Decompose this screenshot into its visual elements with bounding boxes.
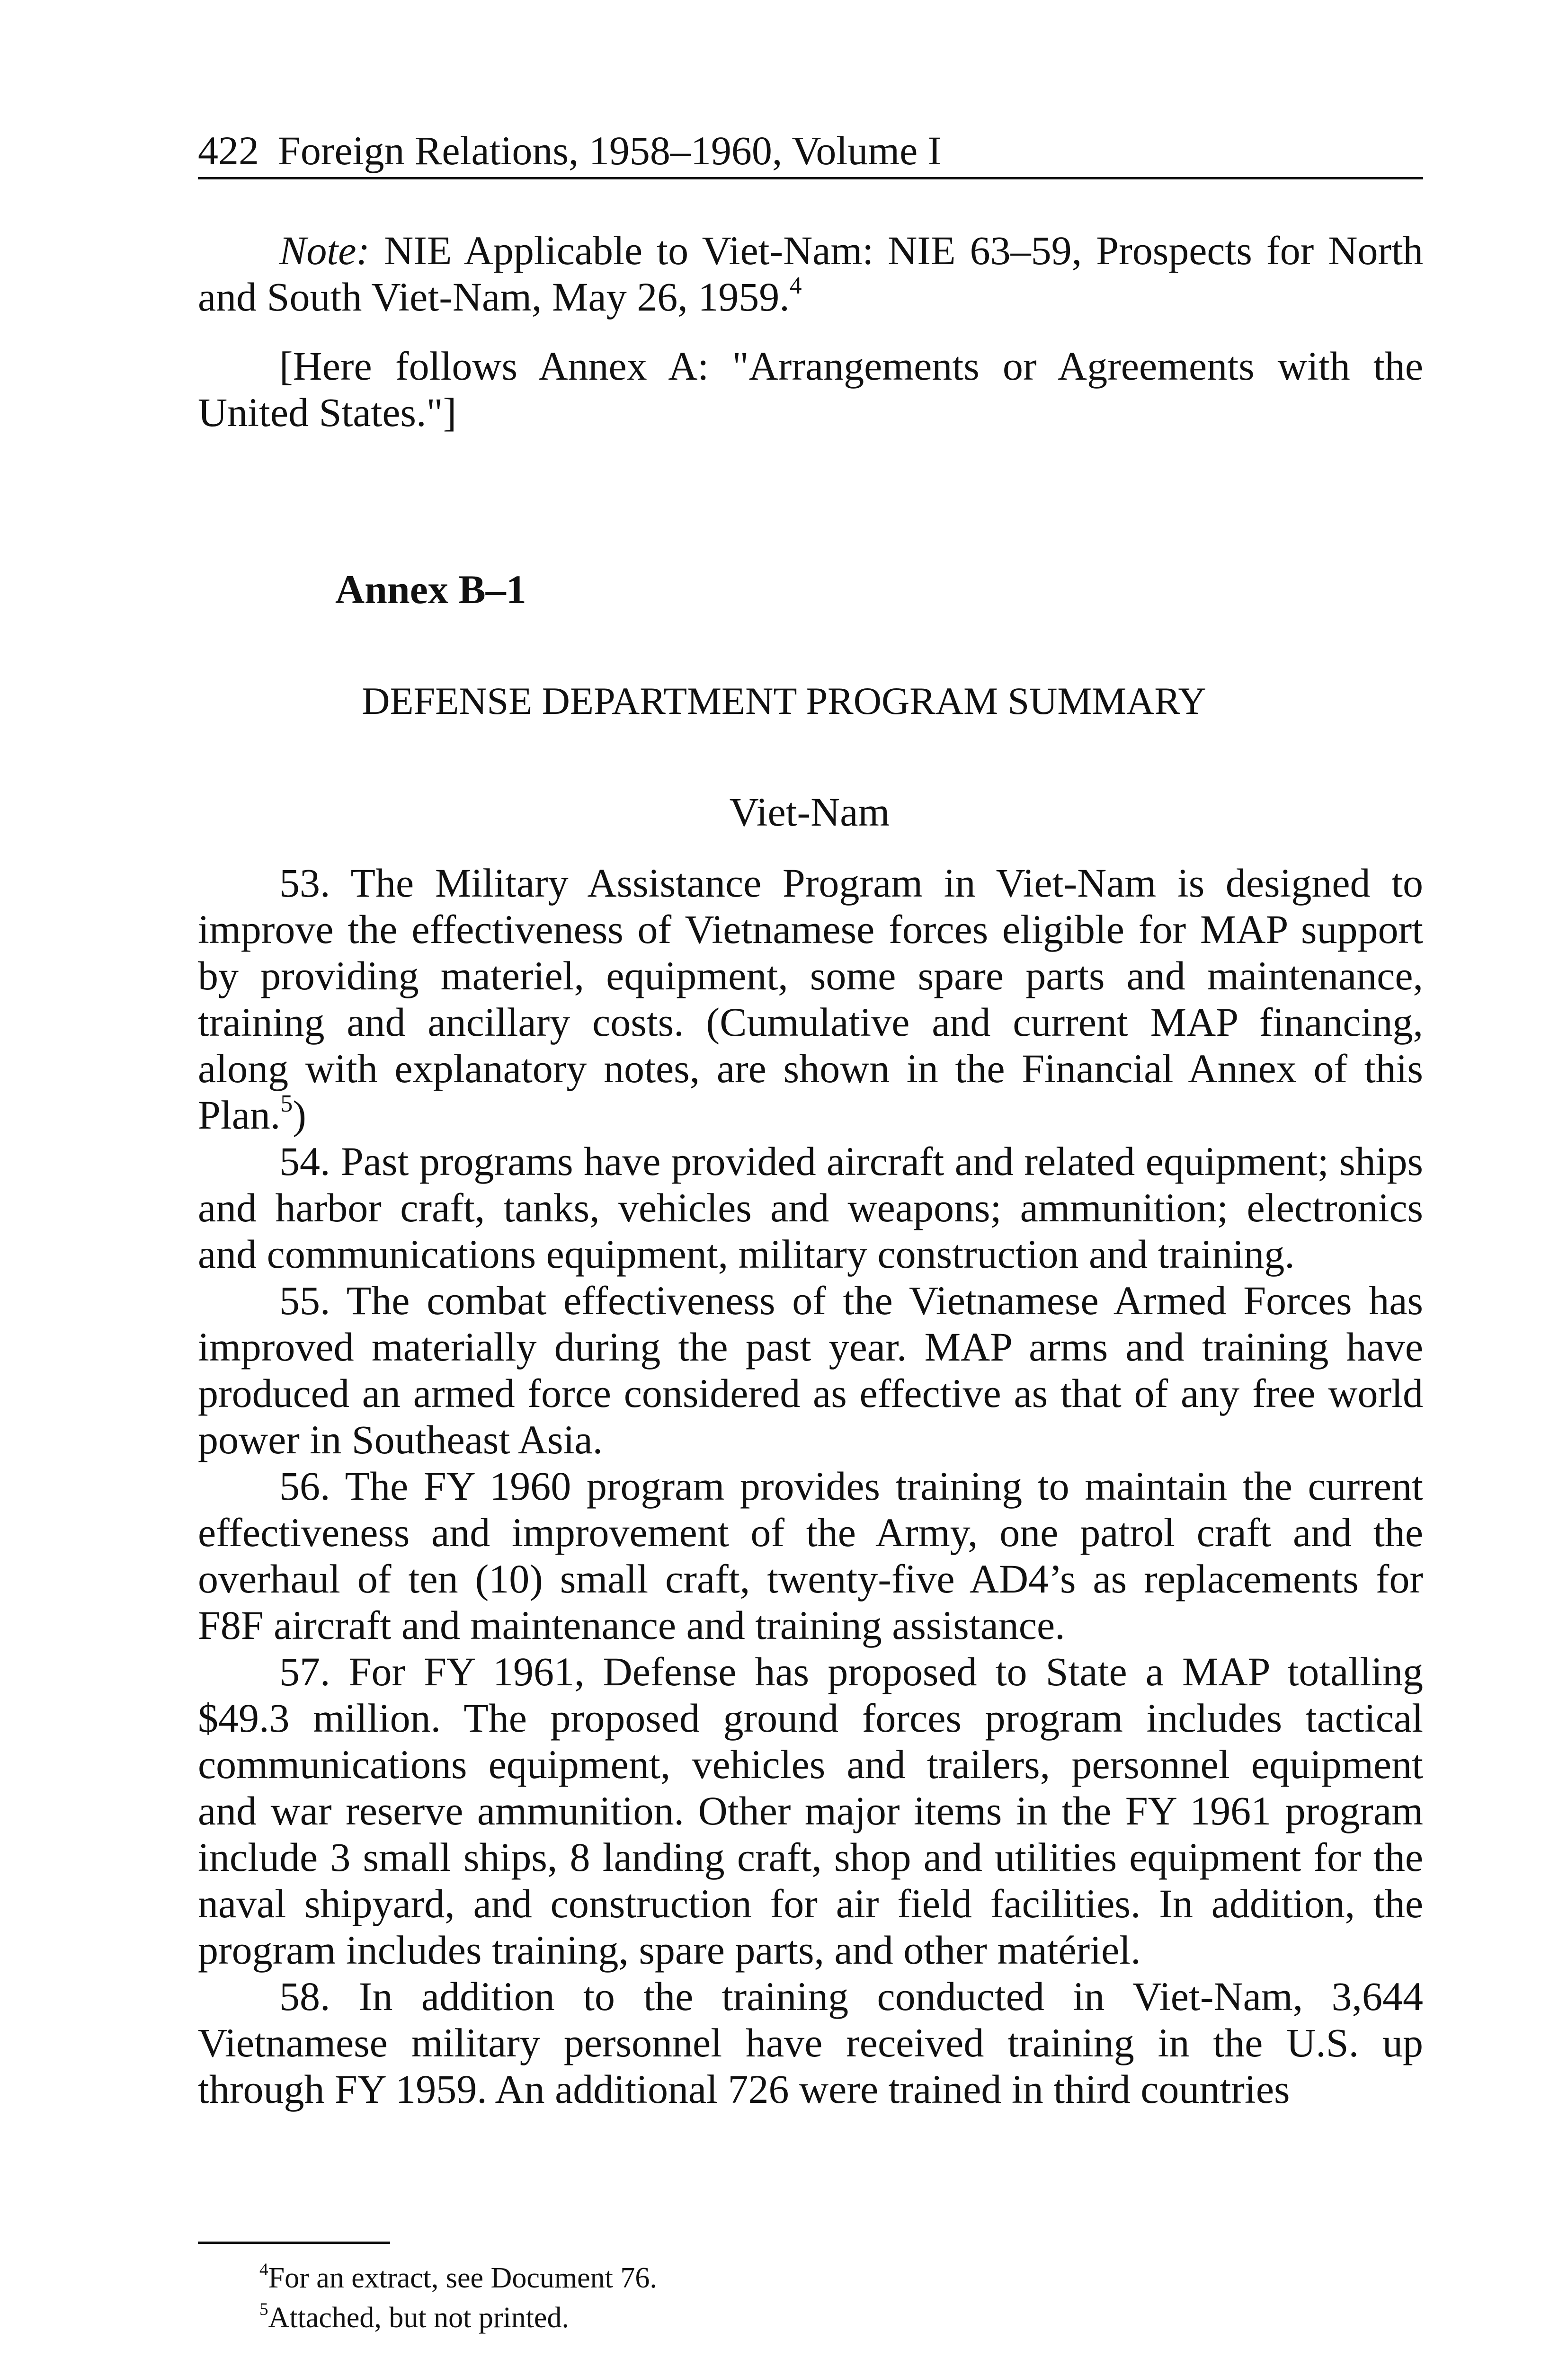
paragraph-57: 57. For FY 1961, Defense has proposed to State a MAP totalling $49.3 million. The proposed ground forces program includes tactical communications equipment, vehicles and trailers, personnel equipment and war reserve ammunition. Other major items in the FY 1961 program include 3 small ships, 8 landing craft, shop and utilities equipment for the naval shipyard, and construction for air field facilities. In addition, the program includes training, spare parts, and other matériel.	[198, 1649, 1423, 1973]
paragraph-54: 54. Past programs have provided aircraft and related equipment; ships and harbor craft, tanks, vehicles and weapons; ammunition; electronics and communications equipment, military construction and training.	[198, 1139, 1423, 1277]
footnotes	[259, 2258, 657, 2338]
paragraph-53-tail: )	[293, 1092, 306, 1138]
nie-note	[198, 227, 1423, 320]
footnote-5	[259, 2298, 657, 2338]
footnote-ref-4: 4	[789, 272, 802, 299]
program-paragraphs	[198, 860, 1423, 2112]
note-text: NIE Applicable to Viet-Nam: NIE 63–59, Prospects for North and South Viet-Nam, May 26, 1959.	[198, 228, 1424, 320]
footnote-rule	[198, 2242, 390, 2244]
note-label: Note:	[279, 228, 370, 273]
paragraph-53	[198, 860, 1423, 1138]
paragraph-53-text: 53. The Military Assistance Program in Viet-Nam is designed to improve the effectiveness of Vietnamese forces eligible for MAP support by providing materiel, equipment, some spare parts and maintenance, training and ancillary costs. (Cumulative and current MAP financing, along with explanatory notes, are shown in the Financial Annex of this Plan.	[198, 860, 1423, 1138]
section-title: DEFENSE DEPARTMENT PROGRAM SUMMARY	[362, 679, 1206, 722]
paragraph-58: 58. In addition to the training conducted in Viet-Nam, 3,644 Vietnamese military personnel have received training in the U.S. up through FY 1959. An additional 726 were trained in third countries	[198, 1974, 1423, 2112]
footnote-ref-5: 5	[280, 1090, 293, 1117]
paragraph-56: 56. The FY 1960 program provides training to maintain the current effectiveness and improvement of the Army, one patrol craft and the overhaul of ten (10) small craft, twenty-five AD4’s as replacements for F8F aircraft and maintenance and training assistance.	[198, 1463, 1423, 1648]
country-heading: Viet-Nam	[729, 789, 890, 835]
footnote-text: Attached, but not printed.	[268, 2302, 569, 2334]
running-title: Foreign Relations, 1958–1960, Volume I	[278, 128, 942, 173]
footnote-text: For an extract, see Document 76.	[268, 2262, 657, 2294]
note-section	[198, 227, 1423, 458]
page-number: 422	[198, 128, 259, 173]
paragraph-55: 55. The combat effectiveness of the Vietnamese Armed Forces has improved materially during the past year. MAP arms and training have produced an armed force considered as effective as that of any free world power in Southeast Asia.	[198, 1278, 1423, 1462]
footnote-4	[259, 2258, 657, 2298]
running-header	[198, 124, 1423, 179]
annex-a-notice: [Here follows Annex A: "Arrangements or Agreements with the United States."]	[198, 343, 1423, 435]
footnote-mark: 5	[259, 2299, 268, 2319]
annex-title: Annex B–1	[335, 567, 526, 612]
footnote-mark: 4	[259, 2260, 268, 2279]
